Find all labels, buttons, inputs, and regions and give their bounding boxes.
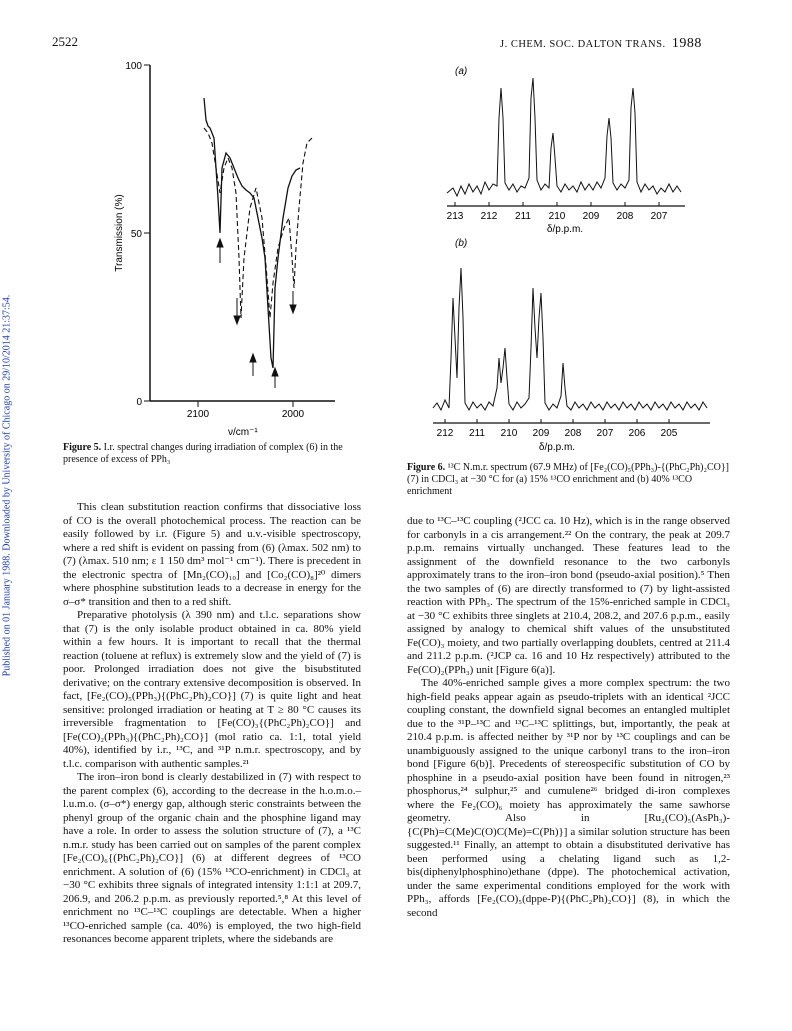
publication-sidebar[interactable]: Published on 01 January 1988. Downloaded by University of Chicago on 29/10/2014 21:37:54. xyxy=(1,294,13,677)
figure6-tick-labels-a xyxy=(447,211,668,222)
figure6-b-tick: 207 xyxy=(596,428,614,439)
right-paragraph-1: due to ¹³C–¹³C coupling (²JCC ca. 10 Hz), which is in the range observed for carbonyls in a cis arrangement.²² On the contrary, the peak at 209.7 p.p.m. remains virtually unchanged. These features lead to the assignment of the downfield resonance to the two carbonyls approximately trans to the iron–iron bond (pseudo-axial position).⁵ Then the two samples of (6) are directly transformed to (7) by light-assisted reaction with PPh₃. The spectrum of the 15%-enriched sample in CDCl₃ at −30 °C exhibits three singlets at 210.4, 208.2, and 207.6 p.p.m., easily assigned by analogy to chemical shift values of the unsubstituted Fe(CO)₃ moiety, and two partially overlapping doublets, centred at 211.4 and 211.2 p.p.m. (²JCP ca. 16 and 10 Hz respectively) attributed to the Fe(CO)₂(PPh₃) unit [Figure 6(a)]. xyxy=(407,515,730,676)
right-column xyxy=(407,515,730,920)
figure5-caption-label: Figure 5. xyxy=(63,442,102,453)
figure6-b-tick: 206 xyxy=(628,428,646,439)
figure6-axis-label-b: δ/p.p.m. xyxy=(538,442,576,453)
figure5-caption xyxy=(63,442,361,466)
figure5-arrow-up-1 xyxy=(217,239,223,263)
figure6-axis-label-a: δ/p.p.m. xyxy=(546,224,584,235)
journal-name: J. CHEM. SOC. DALTON TRANS. xyxy=(500,39,666,50)
figure5-xlabel: ν/cm⁻¹ xyxy=(228,427,258,438)
figure6-panel-b-label: (b) xyxy=(455,238,468,249)
figure6-a-tick: 207 xyxy=(650,211,668,222)
figure6-a-tick: 213 xyxy=(446,211,464,222)
figure6-a-tick: 212 xyxy=(480,211,498,222)
figure6-caption xyxy=(407,462,730,498)
figure6-caption-text: ¹³C N.m.r. spectrum (67.9 MHz) of [Fe₂(CO)₅(PPh₃)-{(PhC₂Ph)₂CO}] (7) in CDCl₃ at −30 °C for (a) 15% ¹³CO enrichment and (b) 40% ¹³CO enrichment xyxy=(407,462,729,497)
figure6-a-tick: 208 xyxy=(616,211,634,222)
figure6-a-tick: 209 xyxy=(582,211,600,222)
figure6-nmr-spectra xyxy=(425,58,725,468)
figure5-ytick-100: 100 xyxy=(125,61,142,72)
figure6-b-tick: 208 xyxy=(564,428,582,439)
figure5-xtick-2100: 2100 xyxy=(186,409,210,420)
figure6-b-tick: 212 xyxy=(436,428,454,439)
left-paragraph-3: The iron–iron bond is clearly destabilized in (7) with respect to the parent complex (6), according to the decrease in the h.o.m.o.–l.u.m.o. (σ–σ*) energy gap, although steric constraints between the phenyl group of the organic chain and the phosphine ligand may have a role. In order to assess the solution structure of (7), a ¹³C n.m.r. study has been carried out on samples of the parent complex [Fe₂(CO)₆{(PhC₂Ph)₂CO}] (6) at different degrees of ¹³CO enrichment. A solution of (6) (15% ¹³CO-enrichment) in CDCl₃ at −30 °C exhibits three signals of integrated intensity 1:1:1 at 209.7, 206.9, and 206.2 p.p.m. as previously reported.⁵,⁸ At this level of enrichment no ¹³C–¹³C couplings are detectable. When a higher ¹³CO-enriched sample (ca. 40%) is employed, the two high-field resonances become apparent triplets, where the sidebands are xyxy=(63,771,361,945)
figure6-panel-a-label: (a) xyxy=(455,66,468,77)
figure5-ylabel: Transmission (%) xyxy=(114,194,125,272)
figure5-ytick-0: 0 xyxy=(136,397,142,408)
figure5-arrow-up-3 xyxy=(272,368,278,388)
figure6-caption-label: Figure 6. xyxy=(407,462,446,473)
figure5-arrow-up-2 xyxy=(250,354,256,376)
figure5-ir-spectrum xyxy=(100,58,340,438)
figure5-trace-initial xyxy=(204,98,300,368)
figure6-a-tick: 211 xyxy=(515,211,531,222)
figure6-b-tick: 205 xyxy=(660,428,678,439)
figure6-b-tick: 210 xyxy=(500,428,518,439)
figure6-spectrum-b xyxy=(433,268,707,410)
figure6-tick-labels-b xyxy=(437,428,678,439)
figure6-b-tick: 209 xyxy=(532,428,550,439)
left-column xyxy=(63,501,361,947)
journal-year: 1988 xyxy=(671,36,702,51)
figure6-a-tick: 210 xyxy=(548,211,566,222)
figure6-b-tick: 211 xyxy=(469,428,485,439)
left-paragraph-1: This clean substitution reaction confirms that dissociative loss of CO is the overall photochemical process. The reaction can be easily followed by i.r. (Figure 5) and u.v.-visible spectroscopy, where a red shift is evident on passing from (6) (λmax. 502 nm) to (7) (λmax. 510 nm; ε 1 150 dm³ mol⁻¹ cm⁻¹). There is precedent in the electronic spectra of [Mn₂(CO)₁₀] and [Co₂(CO)₈]²⁰ dimers where phosphine substitution leads to a decrease in energy for the σ–σ* transition and then to a red shift. xyxy=(63,501,361,608)
right-paragraph-2: The 40%-enriched sample gives a more complex spectrum: the two high-field peaks appear again as pseudo-triplets with an identical ²JCC coupling constant, the downfield signal becomes an entangled multiplet due to the ³¹P–¹³C and ¹³C–¹³C splittings, but, importantly, the peak at 210.4 p.p.m. is affected neither by ³¹P nor by ¹³C couplings and can be unambiguously assigned to the unique carbonyl trans to the iron–iron bond [Figure 6(b)]. Precedents of stereospecific substitution of CO by phosphine in a pseudo-axial position have been found in nitrogen,²³ phosphorus,²⁴ sulphur,²⁵ and cumulene²⁶ bridged di-iron complexes where the Fe₂(CO)₆ moiety has approximately the same sawhorse geometry. Also in [Ru₂(CO)₅(AsPh₃)-{C(Ph)=C(Me)C(O)C(Me)=C(Ph)}] a similar solution structure has been suggested.¹¹ Finally, an attempt to obtain a disubstituted derivative has been performed using a chelating ligand such as 1,2-bis(diphenylphosphino)ethane (dppe). The photochemical activation, under the same experimental conditions employed for the work with PPh₃, affords [Fe₂(CO)₅(dppe-P){(PhC₂Ph)₂CO}] (8), in which the second xyxy=(407,677,730,919)
figure5-xtick-2000: 2000 xyxy=(281,409,305,420)
page-number: 2522 xyxy=(52,34,78,49)
left-paragraph-2: Preparative photolysis (λ 390 nm) and t.l.c. separations show that (7) is the only isolable product obtained in ca. 80% yield within a few hours. It is important to recall that the thermal reaction (toluene at reflux) is extremely slow and the yield of (7) is poor. Prolonged irradiation does not give the bisubstituted derivative; on the contrary extensive decomposition is observed. In fact, [Fe₂(CO)₅(PPh₃){(PhC₂Ph)₂CO}] (7) is quite light and heat sensitive: prolonged irradiation or heating at T ≥ 80 °C causes its irreversible fragmentation to [Fe(CO)₃{(PhC₂Ph)₂CO}] and [Fe(CO)₂(PPh₃){(PhC₂Ph)₂CO}] (mol ratio ca. 1:1, total yield 40%), identified by i.r., ¹³C, and ³¹P n.m.r. spectroscopy, and by t.l.c. comparison with authentic samples.²¹ xyxy=(63,609,361,770)
journal-header xyxy=(500,36,702,52)
figure6-spectrum-a xyxy=(447,78,681,196)
figure5-caption-text: I.r. spectral changes during irradiation of complex (6) in the presence of excess of PPh₃ xyxy=(63,442,343,465)
figure5-arrow-down-2 xyxy=(290,291,296,313)
figure5-ytick-50: 50 xyxy=(130,229,142,240)
figure5-arrow-down-1 xyxy=(234,298,240,324)
